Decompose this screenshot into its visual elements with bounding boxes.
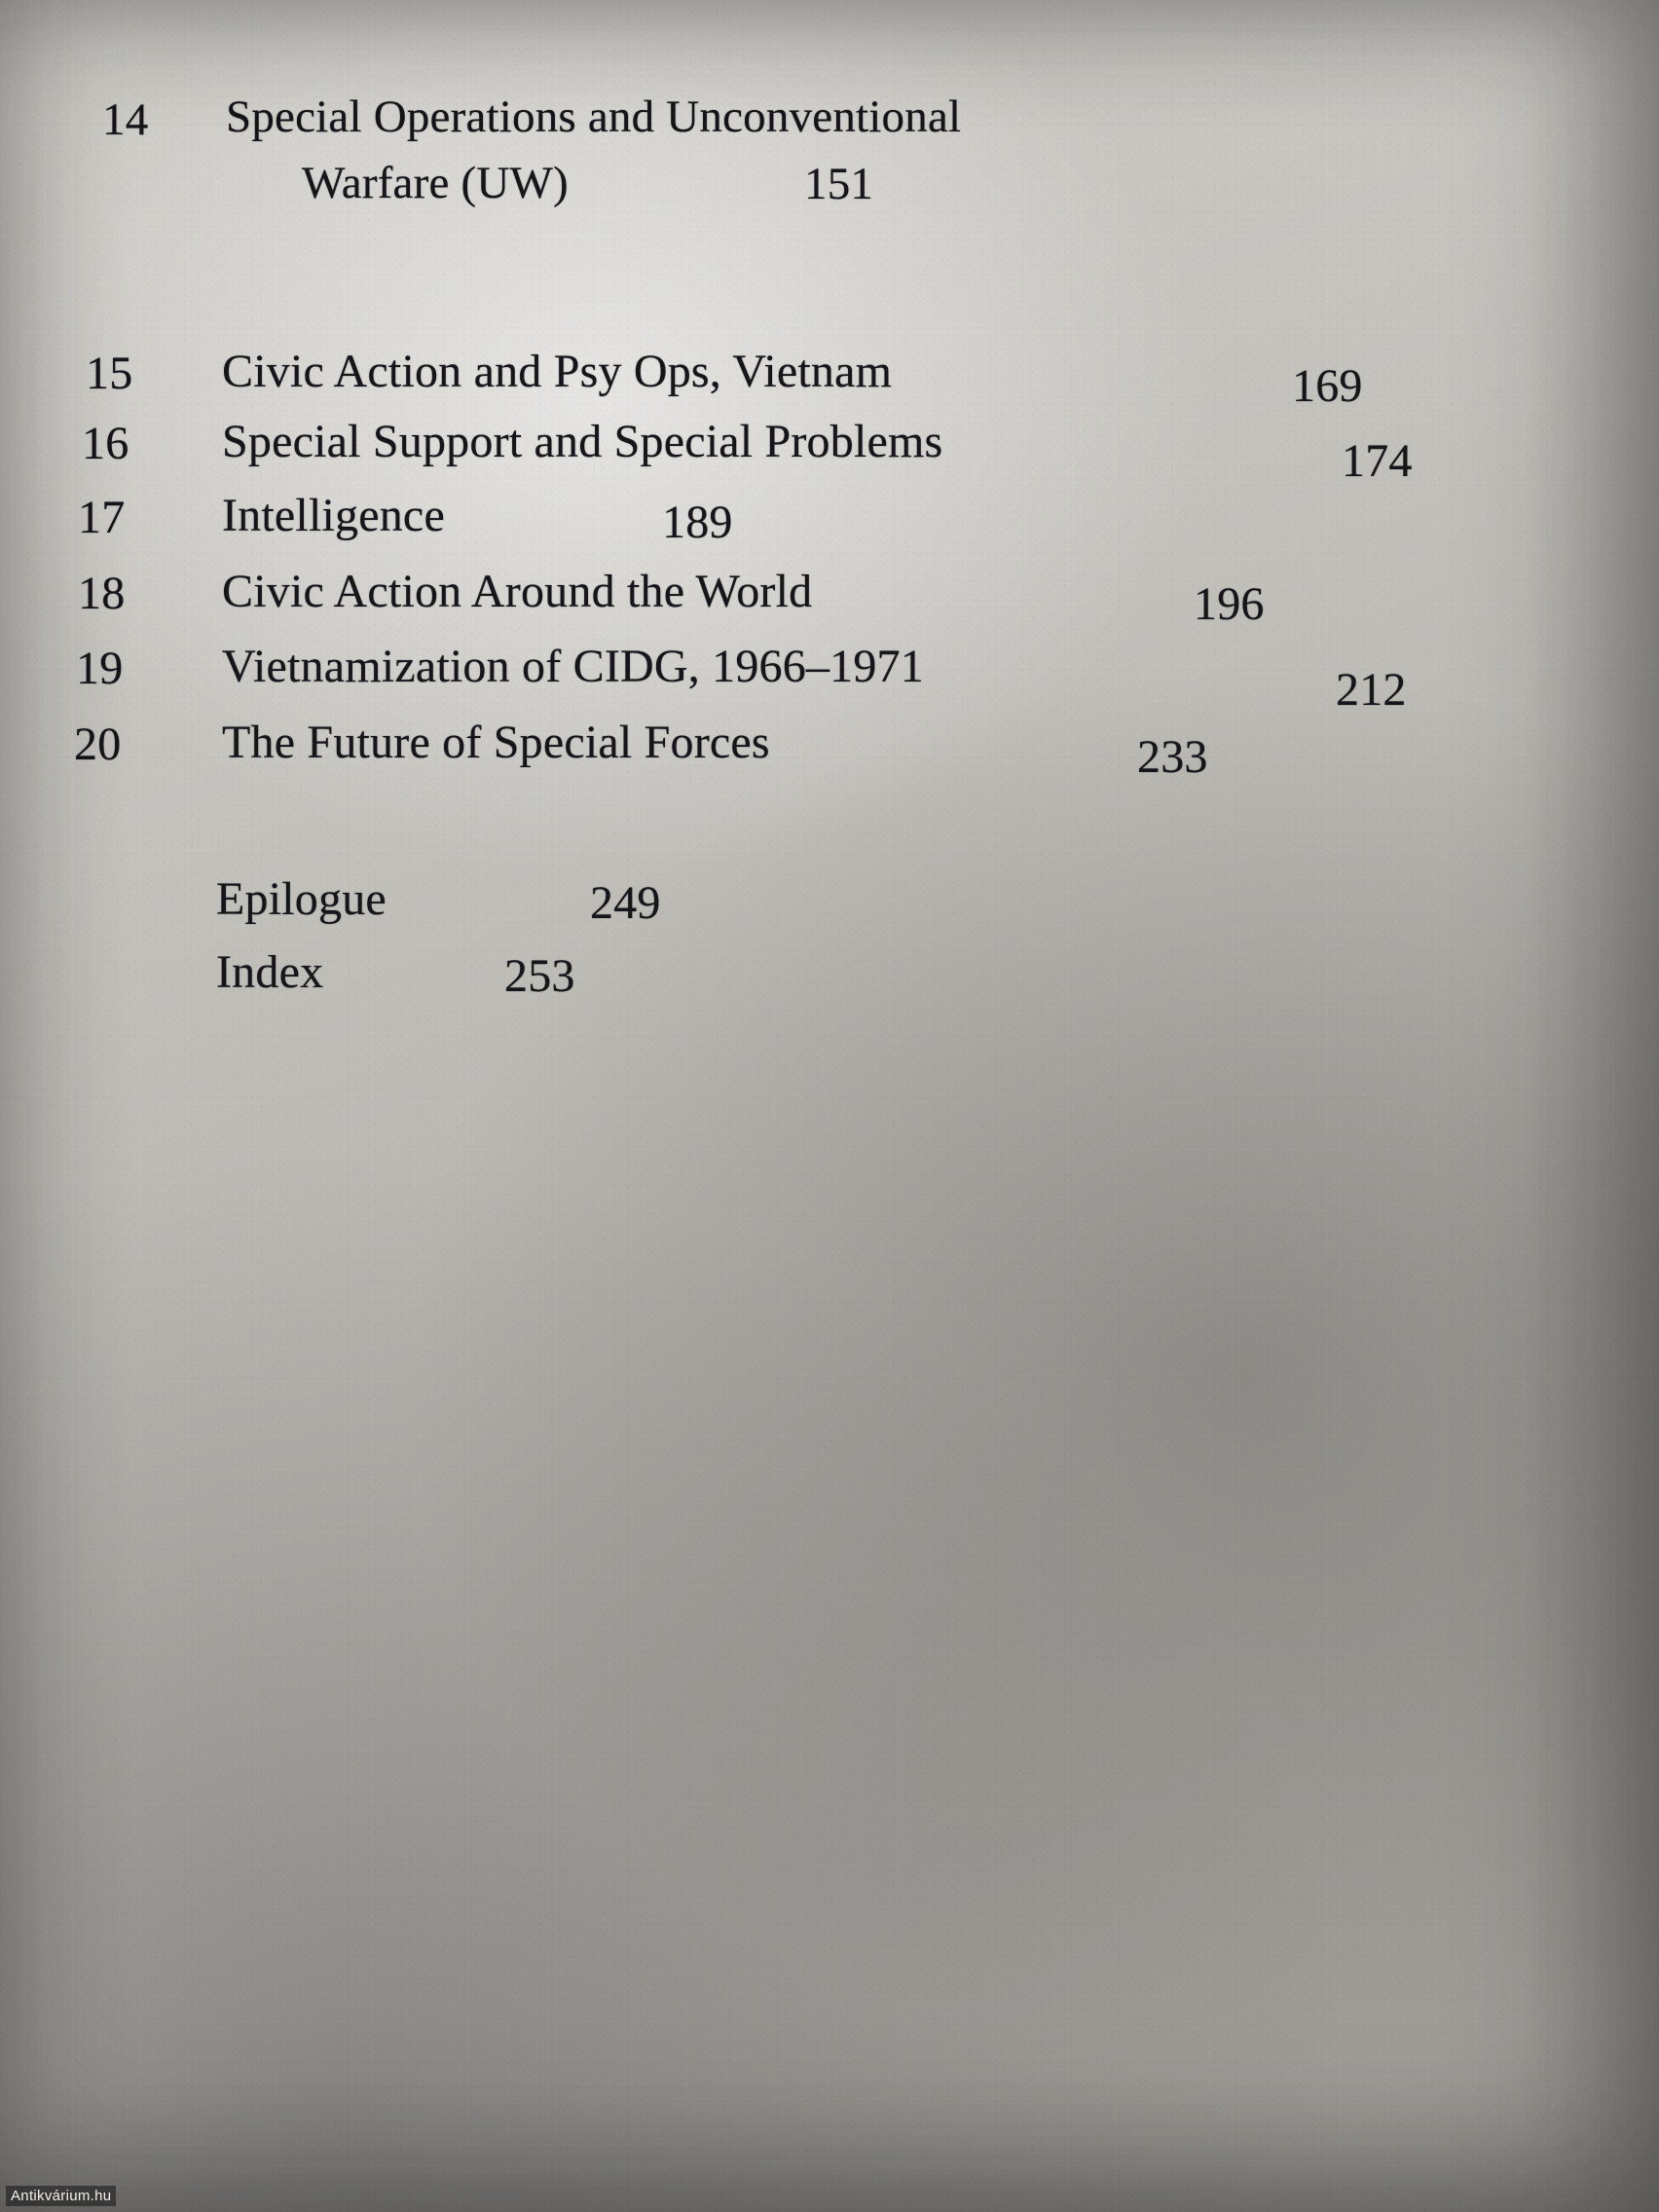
toc-backmatter-page: 253	[504, 950, 575, 1002]
toc-entry-page: 151	[804, 159, 874, 209]
toc-entry-number: 16	[82, 418, 129, 469]
toc-entry-number: 14	[102, 94, 149, 145]
toc-entry-number: 20	[74, 719, 122, 770]
toc-entry-title: Vietnamization of CIDG, 1966–1971	[222, 641, 924, 692]
toc-entry-title: Civic Action and Psy Ops, Vietnam	[222, 346, 893, 397]
toc-entry-page: 189	[662, 497, 733, 548]
toc-backmatter-title: Epilogue	[216, 873, 387, 925]
toc-entry-page: 233	[1137, 731, 1208, 783]
toc-entry-title-continuation: Warfare (UW)	[302, 158, 569, 208]
toc-entry-number: 17	[78, 492, 126, 543]
toc-entry-page: 169	[1292, 360, 1363, 412]
toc-entry-number: 19	[76, 643, 124, 694]
toc-entry-page: 196	[1194, 578, 1265, 630]
table-of-contents	[0, 0, 1659, 1002]
toc-entry-number: 18	[78, 568, 126, 619]
toc-entry-title: Special Operations and Unconventional	[226, 92, 962, 142]
toc-backmatter-title: Index	[216, 946, 324, 998]
toc-entry-number: 15	[86, 348, 133, 399]
toc-entry-page: 174	[1342, 435, 1413, 487]
toc-entry-title: The Future of Special Forces	[222, 717, 770, 768]
toc-entry-page: 212	[1336, 664, 1407, 716]
toc-entry-title: Civic Action Around the World	[222, 566, 813, 617]
toc-backmatter-page: 249	[590, 877, 661, 929]
watermark: Antikvárium.hu	[6, 2186, 116, 2206]
toc-entry	[0, 0, 1659, 209]
toc-entry-title: Special Support and Special Problems	[222, 416, 943, 467]
toc-entry-title: Intelligence	[222, 490, 445, 541]
